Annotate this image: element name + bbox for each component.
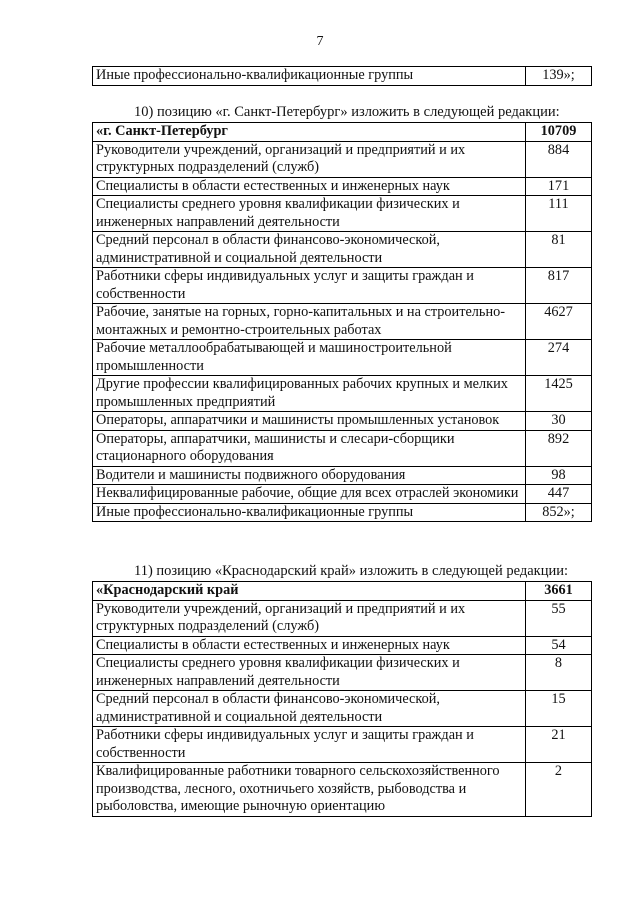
table-row <box>93 376 592 412</box>
krasnodar-rows <box>93 600 592 816</box>
row-value: 852»; <box>526 503 592 522</box>
row-name: Специалисты в области естественных и инженерных наук <box>93 636 526 655</box>
page-number: 7 <box>316 34 324 49</box>
row-name: Рабочие, занятые на горных, горно-капитальных и на строительно-монтажных и ремонтно-строительных работах <box>93 304 526 340</box>
table-row <box>93 691 592 727</box>
table-row <box>93 466 592 485</box>
row-value: 30 <box>526 412 592 431</box>
spb-rows <box>93 141 592 522</box>
row-value: 884 <box>526 141 592 177</box>
table-row <box>93 177 592 196</box>
table-row <box>93 485 592 504</box>
row-value: 139»; <box>526 67 592 86</box>
row-value: 15 <box>526 691 592 727</box>
row-value: 111 <box>526 196 592 232</box>
row-value: 274 <box>526 340 592 376</box>
table-row <box>93 340 592 376</box>
row-name: Специалисты среднего уровня квалификации физических и инженерных направлений деятельности <box>93 655 526 691</box>
table-row <box>93 268 592 304</box>
row-name: Иные профессионально-квалификационные группы <box>93 67 526 86</box>
row-value: 4627 <box>526 304 592 340</box>
section-heading-spb: 10) позицию «г. Санкт-Петербург» изложить в следующей редакции: <box>134 104 560 120</box>
row-value: 2 <box>526 763 592 817</box>
row-value: 54 <box>526 636 592 655</box>
row-name: Руководители учреждений, организаций и предприятий и их структурных подразделений (служб) <box>93 600 526 636</box>
row-value: 81 <box>526 232 592 268</box>
row-value: 171 <box>526 177 592 196</box>
row-name: Операторы, аппаратчики и машинисты промышленных установок <box>93 412 526 431</box>
row-name: Операторы, аппаратчики, машинисты и слесари-сборщики стационарного оборудования <box>93 430 526 466</box>
row-name: Иные профессионально-квалификационные группы <box>93 503 526 522</box>
top-table <box>92 66 592 86</box>
row-value: 8 <box>526 655 592 691</box>
region-total: 10709 <box>526 123 592 142</box>
row-value: 892 <box>526 430 592 466</box>
table-row <box>93 503 592 522</box>
row-value: 1425 <box>526 376 592 412</box>
row-name: Водители и машинисты подвижного оборудования <box>93 466 526 485</box>
table-row <box>93 636 592 655</box>
row-value: 447 <box>526 485 592 504</box>
row-name: Руководители учреждений, организаций и предприятий и их структурных подразделений (служб) <box>93 141 526 177</box>
row-name: Неквалифицированные рабочие, общие для всех отраслей экономики <box>93 485 526 504</box>
table-row <box>93 232 592 268</box>
table-header-row <box>93 582 592 601</box>
row-name: Квалифицированные работники товарного сельскохозяйственного производства, лесного, охотничьего хозяйств, рыбоводства и рыболовства, имеющие рыночную ориентацию <box>93 763 526 817</box>
table-krasnodar <box>92 581 592 817</box>
row-name: Работники сферы индивидуальных услуг и защиты граждан и собственности <box>93 268 526 304</box>
table-spb <box>92 122 592 522</box>
table-row <box>93 430 592 466</box>
row-name: Специалисты в области естественных и инженерных наук <box>93 177 526 196</box>
row-name: Другие профессии квалифицированных рабочих крупных и мелких промышленных предприятий <box>93 376 526 412</box>
table-header-row <box>93 123 592 142</box>
row-name: Средний персонал в области финансово-экономической, административной и социальной деятельности <box>93 232 526 268</box>
row-value: 55 <box>526 600 592 636</box>
table-row <box>93 67 592 86</box>
table-row <box>93 655 592 691</box>
row-name: Средний персонал в области финансово-экономической, административной и социальной деятельности <box>93 691 526 727</box>
row-value: 817 <box>526 268 592 304</box>
table-row <box>93 304 592 340</box>
row-name: Специалисты среднего уровня квалификации физических и инженерных направлений деятельности <box>93 196 526 232</box>
table-row <box>93 141 592 177</box>
region-total: 3661 <box>526 582 592 601</box>
table-row <box>93 763 592 817</box>
section-heading-krasnodar: 11) позицию «Краснодарский край» изложить в следующей редакции: <box>134 563 569 579</box>
table-row <box>93 600 592 636</box>
table-row <box>93 196 592 232</box>
row-name: Работники сферы индивидуальных услуг и защиты граждан и собственности <box>93 727 526 763</box>
table-row <box>93 727 592 763</box>
table-row <box>93 412 592 431</box>
row-name: Рабочие металлообрабатывающей и машиностроительной промышленности <box>93 340 526 376</box>
region-title: «Краснодарский край <box>93 582 526 601</box>
region-title: «г. Санкт-Петербург <box>93 123 526 142</box>
row-value: 21 <box>526 727 592 763</box>
row-value: 98 <box>526 466 592 485</box>
